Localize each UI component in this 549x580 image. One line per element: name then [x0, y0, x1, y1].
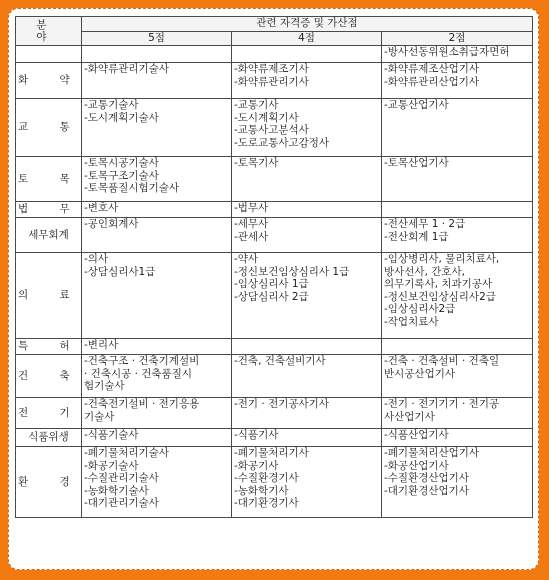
cert-item: -화약류관리산업기사 [384, 75, 480, 88]
cert-cell-c4 [232, 253, 382, 339]
field-cell: 환 경 [16, 447, 82, 518]
cert-item: -의사 [84, 253, 109, 265]
cert-item: -도시계획기사 [234, 111, 299, 124]
cert-item: -건축전기설비 · 전기응용 [84, 398, 200, 410]
header-row-top [16, 17, 533, 32]
cert-item: -약사 [234, 253, 259, 265]
table-row [16, 63, 533, 99]
cert-cell-c4 [232, 339, 382, 355]
cert-cell-c2 [382, 46, 533, 63]
cert-cell-c2 [382, 429, 533, 447]
group-header: 관련 자격증 및 가산점 [82, 17, 533, 32]
field-cell: 건 축 [16, 355, 82, 398]
cert-cell-c5 [82, 63, 232, 99]
field-cell: 토 목 [16, 157, 82, 202]
cert-item: -전기 · 전기공사기사 [234, 398, 329, 410]
cert-item: -폐기물처리기술사 [84, 447, 169, 459]
certificate-table [15, 16, 533, 518]
cert-item: -토목품질시험기술사 [84, 182, 180, 194]
column-header-5: 5점 [82, 32, 232, 46]
cert-item: -수질환경기사 [234, 472, 299, 484]
cert-cell-c2 [382, 202, 533, 218]
table-row [16, 398, 533, 429]
cert-cell-c5 [82, 46, 232, 63]
field-cell: 화 약 [16, 63, 82, 99]
field-cell: 교 통 [16, 99, 82, 157]
cert-item: -임상심리사 1급 [234, 278, 309, 290]
cert-cell-c2 [382, 339, 533, 355]
cert-cell-c2 [382, 218, 533, 253]
cert-item: -임상병리사, 물리치료사, [384, 253, 500, 265]
field-header: 분 야 [16, 17, 82, 46]
cert-item: -화약류제조기사 [234, 63, 309, 75]
cert-cell-c4 [232, 447, 382, 518]
cert-cell-c4 [232, 99, 382, 157]
cert-item: -변리사 [84, 339, 119, 351]
table-row [16, 355, 533, 398]
cert-cell-c4 [232, 63, 382, 99]
header-row-columns [16, 32, 533, 46]
field-cell: 식품위생 [16, 429, 82, 447]
cert-item: -폐기물처리산업기사 [384, 447, 480, 459]
cert-cell-c5 [82, 398, 232, 429]
cert-item: -관세사 [234, 230, 269, 243]
field-cell: 특 허 [16, 339, 82, 355]
column-header-4: 4점 [232, 32, 382, 46]
cert-item: 사산업기사 [384, 410, 435, 423]
cert-item: -교통기사 [234, 99, 279, 111]
cert-item: -상담심리사 2급 [234, 290, 309, 303]
cert-item: -변호사 [84, 202, 119, 214]
cert-item: -토목산업기사 [384, 157, 449, 169]
cert-item: 방사선사, 간호사, [384, 265, 466, 278]
column-header-2: 2점 [382, 32, 533, 46]
cert-item: 의무기록사, 치과기공사 [384, 278, 493, 290]
cert-item: -화약류제조산업기사 [384, 63, 480, 75]
cert-item: -농화학기술사 [84, 484, 149, 497]
cert-item: -전산세무 1 · 2급 [384, 218, 466, 230]
cert-item: -대기관리기술사 [84, 497, 159, 509]
cert-item: -도로교통사고감정사 [234, 136, 330, 149]
cert-item: -공인회계사 [84, 218, 139, 230]
cert-cell-c5 [82, 99, 232, 157]
cert-cell-c2 [382, 63, 533, 99]
cert-cell-c5 [82, 447, 232, 518]
table-row [16, 339, 533, 355]
cert-item: -교통기술사 [84, 99, 139, 111]
field-cell [16, 46, 82, 63]
table-row [16, 157, 533, 202]
cert-cell-c2 [382, 355, 533, 398]
cert-item: -식품기사 [234, 429, 279, 441]
cert-cell-c5 [82, 157, 232, 202]
cert-cell-c4 [232, 46, 382, 63]
cert-item: -토목시공기술사 [84, 157, 159, 169]
cert-cell-c4 [232, 157, 382, 202]
cert-item: -정신보건임상심리사2급 [384, 290, 496, 303]
cert-item: · 건축시공 · 건축품질시 [84, 367, 192, 380]
cert-item: -대기환경기사 [234, 497, 299, 509]
cert-item: -대기환경산업기사 [384, 484, 469, 497]
table-row [16, 218, 533, 253]
table-row [16, 447, 533, 518]
table-row [16, 46, 533, 63]
cert-item: -폐기물처리기사 [234, 447, 309, 459]
cert-cell-c5 [82, 339, 232, 355]
cert-item: -건축 · 건축설비 · 건축일 [384, 355, 500, 367]
cert-item: -세무사 [234, 218, 269, 230]
cert-cell-c2 [382, 157, 533, 202]
cert-item: -정신보건임상심리사 1급 [234, 265, 350, 278]
cert-cell-c5 [82, 429, 232, 447]
cert-item: -수질환경산업기사 [384, 472, 469, 484]
cert-item: -교통사고분석사 [234, 124, 309, 136]
field-cell: 세무회계 [16, 218, 82, 253]
cert-cell-c4 [232, 429, 382, 447]
cert-item: -토목구조기술사 [84, 169, 159, 182]
cert-item: -도시계획기술사 [84, 111, 159, 124]
cert-item: -임상심리사2급 [384, 303, 456, 315]
cert-item: -상담심리사1급 [84, 265, 156, 278]
cert-item: -건축구조 · 건축기계설비 [84, 355, 200, 367]
field-cell: 전 기 [16, 398, 82, 429]
cert-cell-c5 [82, 355, 232, 398]
cert-item: -화공산업기사 [384, 459, 449, 472]
cert-cell-c2 [382, 447, 533, 518]
cert-item: -법무사 [234, 202, 269, 214]
cert-cell-c4 [232, 218, 382, 253]
field-cell: 의 료 [16, 253, 82, 339]
cert-item: -전기 · 전기기기 · 전기공 [384, 398, 500, 410]
cert-cell-c2 [382, 398, 533, 429]
cert-item: 기술사 [84, 410, 115, 423]
cert-item: -화약류관리기술사 [84, 63, 169, 75]
cert-item: -건축, 건축설비기사 [234, 355, 326, 367]
table-row [16, 253, 533, 339]
cert-item: -토목기사 [234, 157, 279, 169]
cert-cell-c2 [382, 253, 533, 339]
field-cell: 법 무 [16, 202, 82, 218]
cert-item: -식품산업기사 [384, 429, 449, 441]
table-row [16, 429, 533, 447]
cert-item: -화공기사 [234, 459, 279, 472]
cert-cell-c4 [232, 355, 382, 398]
cert-cell-c4 [232, 398, 382, 429]
cert-item: 반시공산업기사 [384, 367, 456, 380]
cert-item: -화공기술사 [84, 459, 139, 472]
cert-cell-c2 [382, 99, 533, 157]
cert-cell-c5 [82, 218, 232, 253]
cert-item: -방사선동위원소취급자면허 [384, 46, 510, 58]
table-row [16, 202, 533, 218]
cert-item: -작업치료사 [384, 315, 439, 328]
cert-item: -교통산업기사 [384, 99, 449, 111]
cert-item: 험기술사 [84, 380, 125, 392]
cert-item: -화약류관리기사 [234, 75, 309, 88]
table-row [16, 99, 533, 157]
cert-item: -수질관리기술사 [84, 472, 159, 484]
cert-item: -식품기술사 [84, 429, 139, 441]
cert-cell-c5 [82, 253, 232, 339]
cert-cell-c5 [82, 202, 232, 218]
cert-item: -농화학기사 [234, 484, 289, 497]
cert-cell-c4 [232, 202, 382, 218]
cert-item: -전산회계 1급 [384, 230, 449, 243]
